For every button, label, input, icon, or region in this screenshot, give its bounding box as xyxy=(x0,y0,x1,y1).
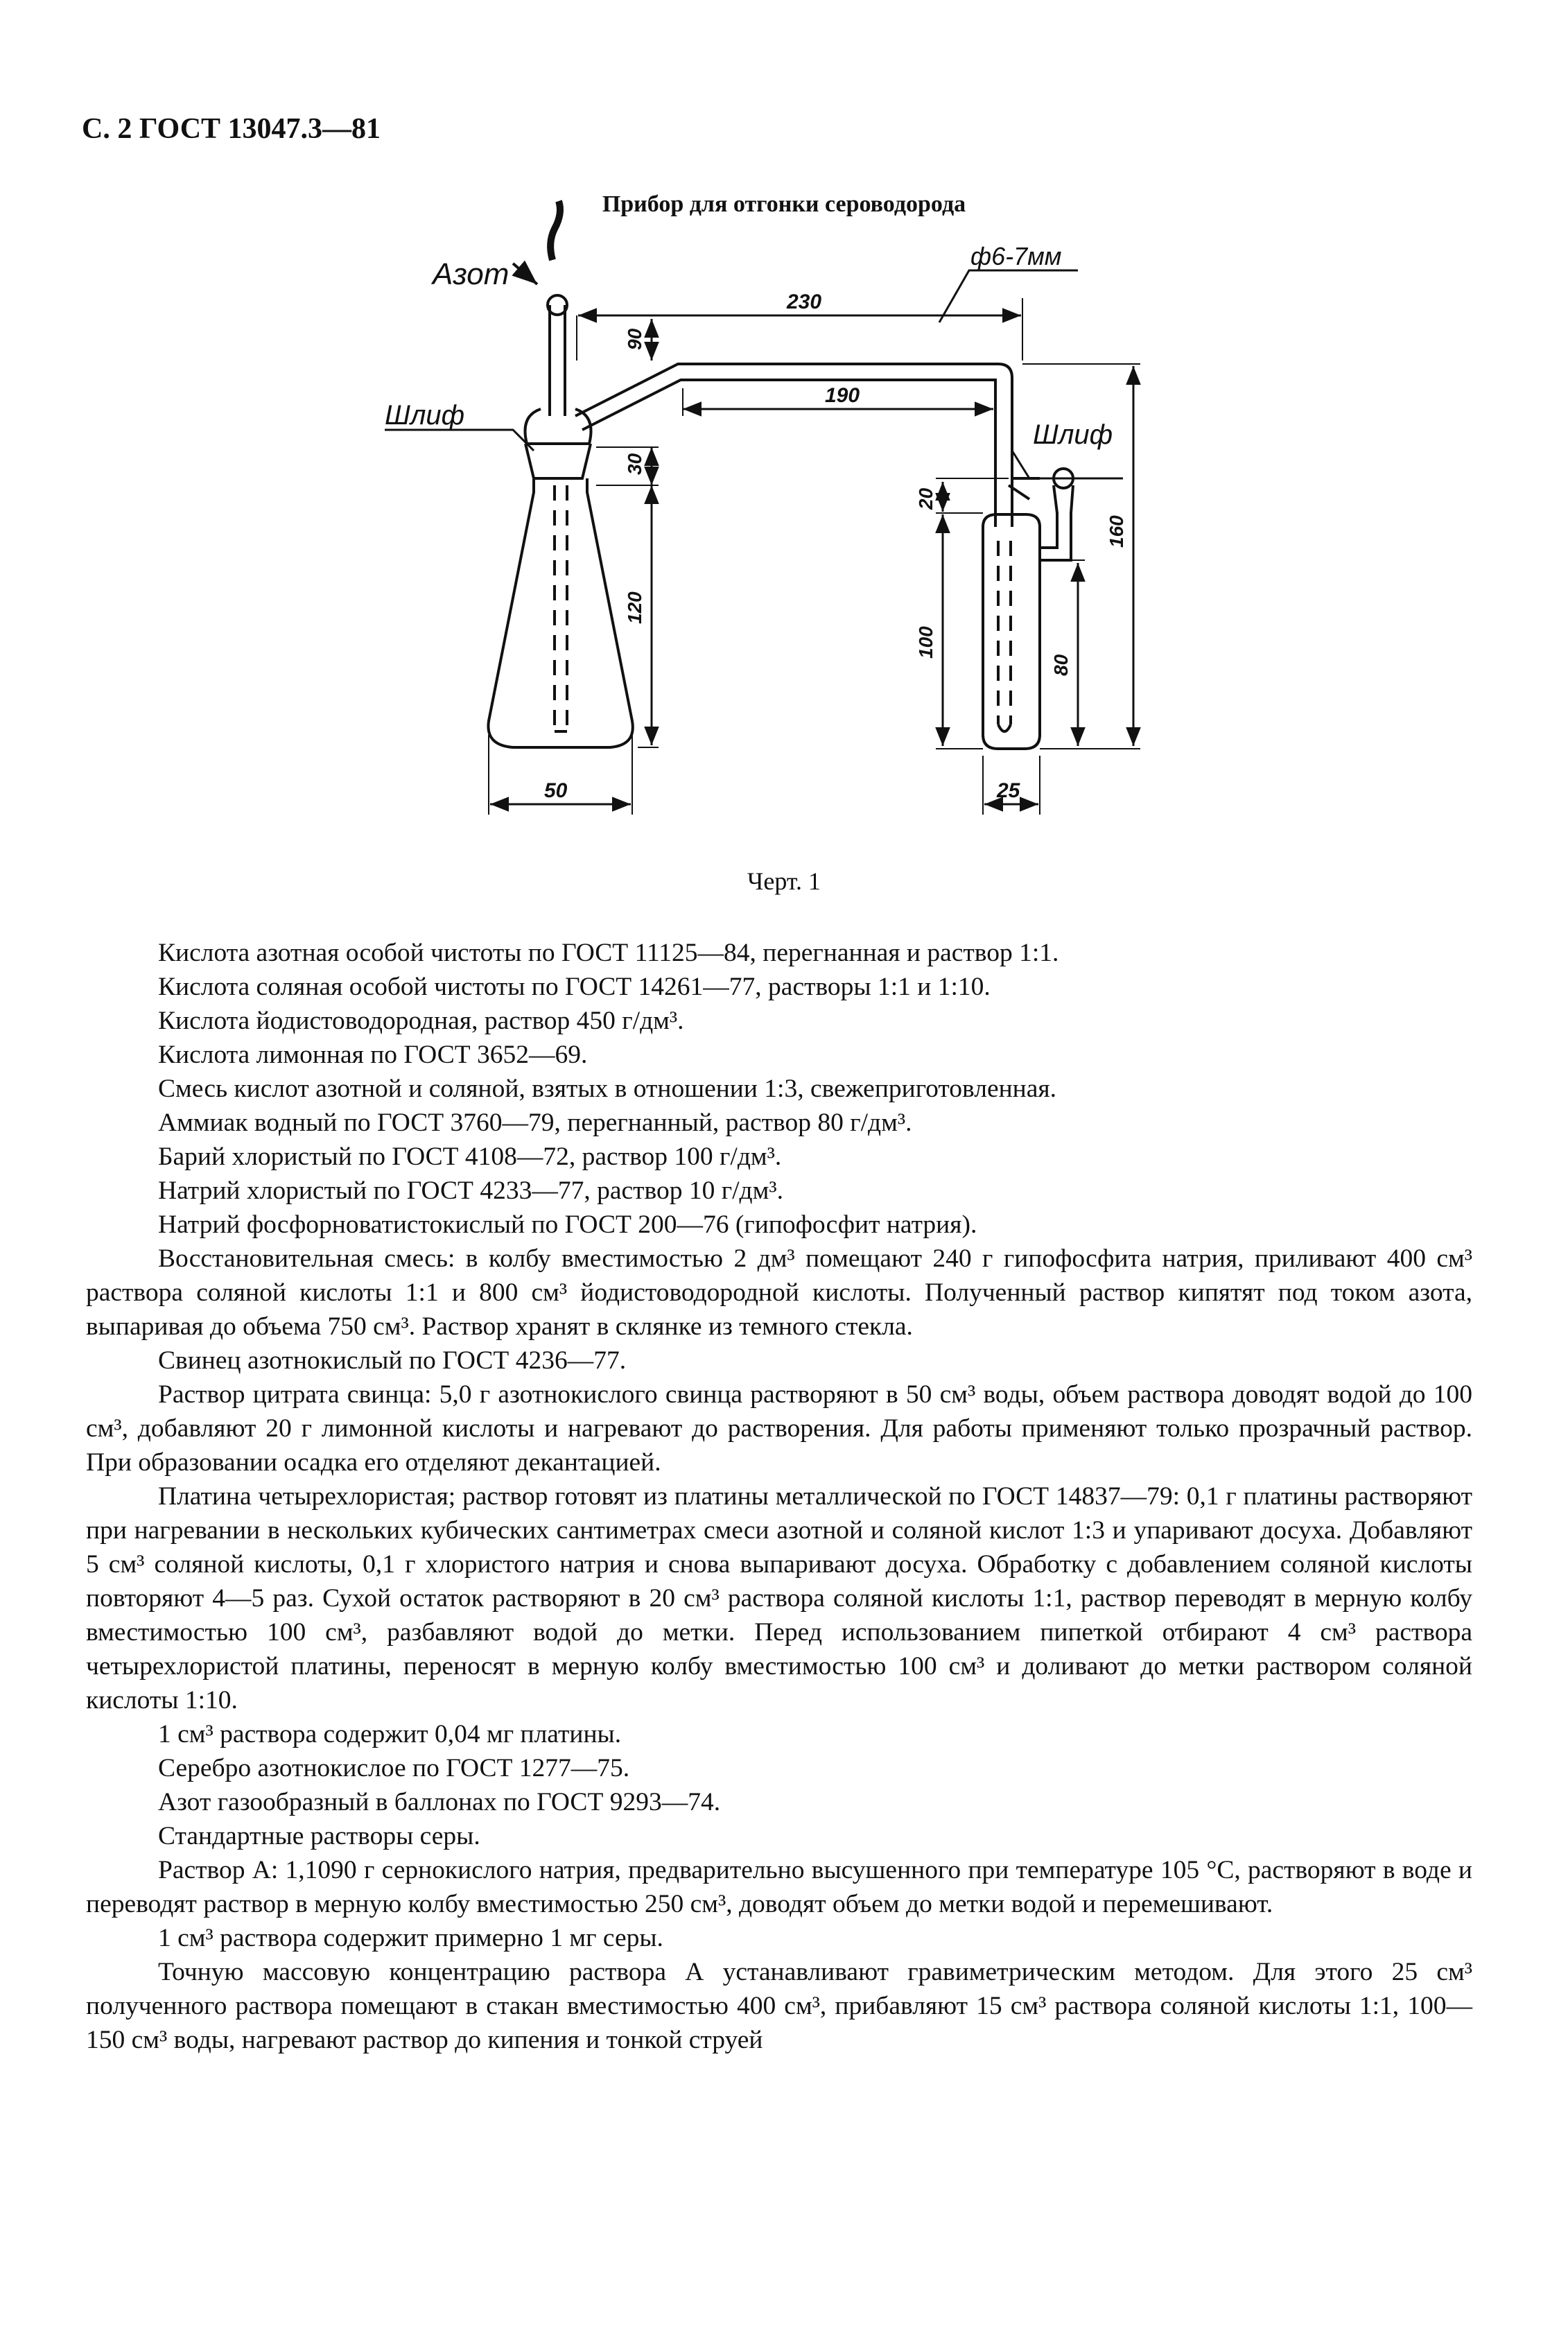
conical-flask xyxy=(488,478,632,747)
paragraph: Натрий фосфорноватистокислый по ГОСТ 200—76 (гипофосфит натрия). xyxy=(158,1210,977,1239)
paragraph: Аммиак водный по ГОСТ 3760—79, перегнанный, раствор 80 г/дм³. xyxy=(158,1109,912,1137)
stopper xyxy=(525,444,591,478)
nitrogen-hose xyxy=(550,201,560,260)
paragraph: Восстановительная смесь: в колбу вместимостью 2 дм³ помещают 240 г гипофосфита натрия, приливают 400 см³ раствора соляной кислоты 1:1 и 800 см³ йодистоводородной кислоты. Полученный раствор кипятят под током азота, выпаривая до объема 750 см³. Раствор хранят в склянке из темного стекла. xyxy=(86,1244,1472,1341)
dim-230: 230 xyxy=(787,290,822,313)
inlet-tube xyxy=(550,305,565,416)
paragraph: Кислота соляная особой чистоты по ГОСТ 14261—77, растворы 1:1 и 1:10. xyxy=(158,973,991,1001)
dim-190: 190 xyxy=(825,384,860,407)
paragraph: Стандартные растворы серы. xyxy=(158,1822,480,1850)
dim-20: 20 xyxy=(915,487,937,510)
dim-100: 100 xyxy=(915,626,937,659)
paragraph: Кислота азотная особой чистоты по ГОСТ 11125—84, перегнанная и раствор 1:1. xyxy=(158,939,1059,967)
label-diameter: ф6-7мм xyxy=(970,242,1062,270)
dim-80: 80 xyxy=(1050,654,1072,676)
dim-50: 50 xyxy=(544,779,568,802)
connecting-tube-outer xyxy=(575,364,1012,527)
label-joint-right: Шлиф xyxy=(1033,419,1113,450)
dim-90: 90 xyxy=(624,328,645,350)
paragraph: Барий хлористый по ГОСТ 4108—72, раствор 100 г/дм³. xyxy=(158,1143,782,1171)
label-nitrogen: Азот xyxy=(433,257,509,291)
receiver-inner-tube xyxy=(998,541,1011,724)
paragraph: Кислота лимонная по ГОСТ 3652—69. xyxy=(158,1041,588,1069)
paragraph: 1 см³ раствора содержит примерно 1 мг серы. xyxy=(158,1924,663,1952)
nitrogen-arrow xyxy=(513,263,537,284)
paragraph: Натрий хлористый по ГОСТ 4233—77, раствор 10 г/дм³. xyxy=(158,1177,783,1205)
page-header: С. 2 ГОСТ 13047.3—81 xyxy=(82,113,381,145)
paragraph: Кислота йодистоводородная, раствор 450 г/дм³. xyxy=(158,1007,684,1035)
paragraph: Смесь кислот азотной и соляной, взятых в отношении 1:3, свежеприготовленная. xyxy=(158,1075,1057,1103)
side-arm xyxy=(1040,485,1073,560)
apparatus-figure xyxy=(0,0,1568,922)
dim-120: 120 xyxy=(624,591,645,624)
paragraph: Азот газообразный в баллонах по ГОСТ 9293—74. xyxy=(158,1788,721,1816)
inner-tube xyxy=(555,485,567,731)
dim-25: 25 xyxy=(997,779,1020,802)
figure-caption: Черт. 1 xyxy=(747,867,821,895)
paragraph: Платина четырехлористая; раствор готовят из платины металлической по ГОСТ 14837—79: 0,1 г платины растворяют при нагревании в нескольких кубических сантиметрах смеси азотной и соляной кислот 1:3 и упаривают досуха. Добавляют 5 см³ соляной кислоты, 0,1 г хлористого натрия и снова выпаривают досуха. Обработку с добавлением соляной кислоты повторяют 4—5 раз. Сухой остаток растворяют в 20 см³ раствора соляной кислоты 1:1, раствор переводят в мерную колбу вместимостью 100 см³, разбавляют водой до метки. Перед использованием пипеткой отбирают 4 см³ раствора четырехлористой платины, переносят в мерную колбу вместимостью 100 см³ и доливают до метки раствором соляной кислоты 1:10. xyxy=(86,1482,1472,1714)
paragraph: Раствор А: 1,1090 г сернокислого натрия, предварительно высушенного при температуре 105 °С, растворяют в воде и переводят раствор в мерную колбу вместимостью 250 см³, доводят объем до метки водой и перемешивают. xyxy=(86,1856,1472,1918)
label-joint-left: Шлиф xyxy=(385,400,465,431)
document-body xyxy=(86,936,1472,2057)
dim-160: 160 xyxy=(1106,515,1127,548)
dim-30: 30 xyxy=(624,453,645,475)
paragraph: Серебро азотнокислое по ГОСТ 1277—75. xyxy=(158,1754,630,1782)
paragraph: Свинец азотнокислый по ГОСТ 4236—77. xyxy=(158,1346,627,1375)
paragraph: 1 см³ раствора содержит 0,04 мг платины. xyxy=(158,1720,622,1748)
figure-title: Прибор для отгонки сероводорода xyxy=(602,191,966,217)
paragraph: Точную массовую концентрацию раствора А устанавливают гравиметрическим методом. Для этого 25 см³ полученного раствора помещают в стакан вместимостью 400 см³, прибавляют 15 см³ раствора соляной кислоты 1:1, 100—150 см³ воды, нагревают раствор до кипения и тонкой струей xyxy=(86,1958,1472,2054)
paragraph: Раствор цитрата свинца: 5,0 г азотнокислого свинца растворяют в 50 см³ воды, объем раствора доводят водой до 100 см³, добавляют 20 г лимонной кислоты и нагревают до растворения. Для работы применяют только прозрачный раствор. При образовании осадка его отделяют декантацией. xyxy=(86,1380,1472,1477)
